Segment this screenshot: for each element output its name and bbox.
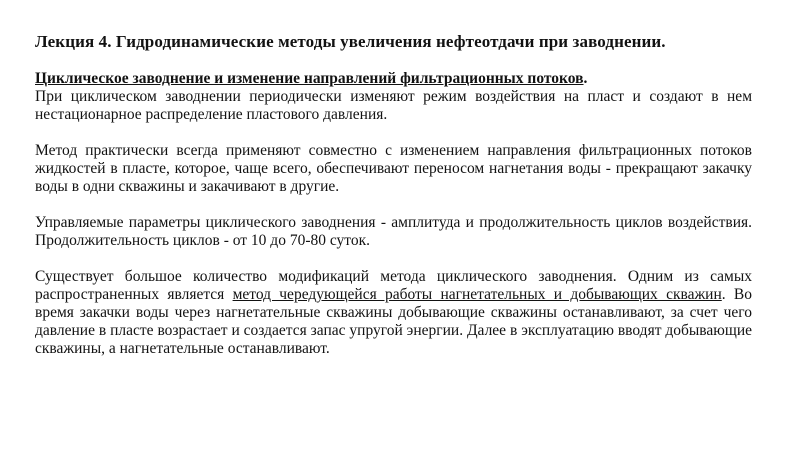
paragraph-modifications-tail: . Во время закачки воды через нагнетательные скважины добывающие скважины останавливают, за счет чего давление в пласте возрастает и создается запас упругой энергии. Далее в эксплуатацию вводят добывающие скважины, а нагнетательные останавливают.	[35, 286, 752, 357]
paragraph-cyclic-waterflooding: При циклическом заводнении периодически изменяют режим воздействия на пласт и создают в нем нестационарное распределение пластового давления.	[35, 88, 752, 123]
section-heading-period: .	[583, 70, 588, 87]
section-heading	[35, 70, 752, 88]
slide-title: Лекция 4. Гидродинамические методы увеличения нефтеотдачи при заводнении.	[35, 32, 666, 51]
paragraph-method-application: Метод практически всегда применяют совместно с изменением направления фильтрационных потоков жидкостей в пласте, которое, чаще всего, обеспечивают переносом нагнетания воды - прекращают закачку воды в одни скважины и закачивают в другие.	[35, 142, 752, 195]
paragraph-modifications-lead: Существует большое количество модификаций метода циклического заводнения. Одним из самых распространенных является	[35, 268, 752, 303]
underlined-alternating-wells-phrase: метод чередующейся работы нагнетательных и добывающих скважин	[232, 286, 722, 303]
section-heading-underlined-text: Циклическое заводнение и изменение направлений фильтрационных потоков	[35, 70, 584, 87]
paragraph-controlled-parameters: Управляемые параметры циклического заводнения - амплитуда и продолжительность циклов воздействия. Продолжительность циклов - от 10 до 70-80 суток.	[35, 214, 752, 249]
paragraph-modifications	[35, 268, 752, 358]
